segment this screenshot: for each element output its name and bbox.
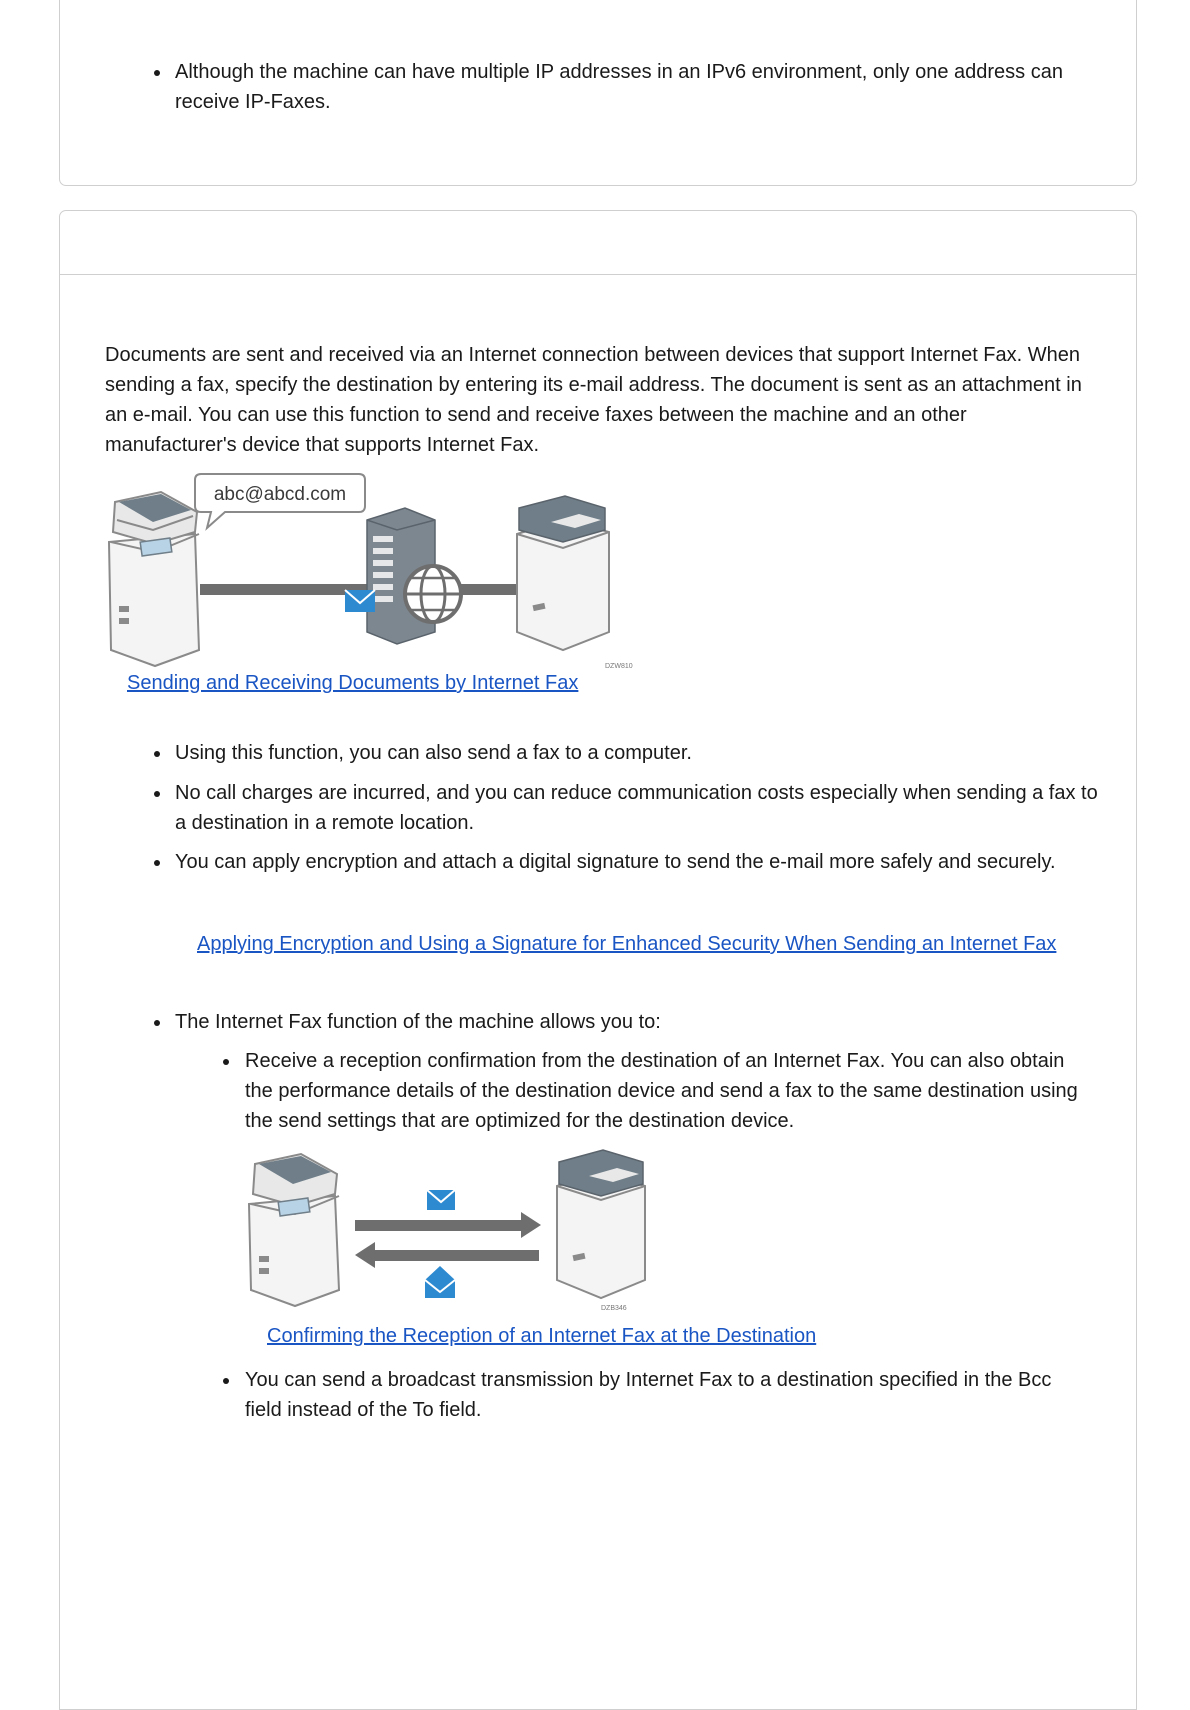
- globe-icon: [405, 566, 461, 622]
- open-envelope-icon: [425, 1266, 455, 1298]
- envelope-icon: [345, 590, 375, 612]
- section-header: [60, 211, 1136, 275]
- sending-receiving-link[interactable]: Sending and Receiving Documents by Internet Fax: [127, 672, 579, 694]
- bullet-text: Although the machine can have multiple IP addresses in an IPv6 environment, only one address can receive IP-Faxes.: [175, 61, 1063, 113]
- return-arrow: [355, 1242, 539, 1268]
- bullet-text: You can apply encryption and attach a digital signature to send the e-mail more safely and securely.: [175, 851, 1056, 873]
- bullet-icon: [154, 70, 160, 76]
- bullet-text: Receive a reception confirmation from the destination of an Internet Fax. You can also obtain the performance details of the destination device and send a fax to the same destination using the send settings that are optimized for the destination device.: [245, 1050, 1078, 1132]
- encryption-link-container: [175, 929, 1085, 959]
- list-item: [175, 1007, 1105, 1037]
- envelope-icon: [427, 1190, 455, 1210]
- list-item: [175, 738, 1105, 768]
- bullet-icon: [154, 791, 160, 797]
- bullet-text: You can send a broadcast transmission by Internet Fax to a destination specified in the Bcc field instead of the To field.: [245, 1369, 1052, 1421]
- email-address-bubble: [195, 474, 365, 528]
- confirm-reception-link[interactable]: Confirming the Reception of an Internet Fax at the Destination: [267, 1325, 817, 1347]
- encryption-signature-link[interactable]: Applying Encryption and Using a Signature for Enhanced Security When Sending an Internet Fax: [197, 933, 1057, 955]
- receiver-printer-icon: [517, 496, 609, 650]
- bullet-text: The Internet Fax function of the machine allows you to:: [175, 1011, 661, 1033]
- figure-code: DZW810: [605, 663, 633, 670]
- bullet-icon: [154, 1020, 160, 1026]
- email-address-text: abc@abcd.com: [213, 484, 347, 505]
- list-item: [175, 57, 1085, 117]
- bullet-icon: [154, 860, 160, 866]
- list-item: [245, 1365, 1085, 1425]
- internet-fax-diagram: [105, 472, 665, 670]
- bullet-icon: [154, 751, 160, 757]
- figure-code: DZB346: [601, 1305, 627, 1312]
- list-item: [175, 847, 1105, 877]
- list-item: [245, 1046, 1085, 1136]
- intro-paragraph: Documents are sent and received via an Internet connection between devices that support Internet Fax. When sending a fax, specify the destination by entering its e-mail address. The document is sent as an attachment in an e-mail. You can use this function to send and receive faxes between the machine and an other manufacturer's device that supports Internet Fax.: [105, 344, 1082, 456]
- list-item: [175, 778, 1105, 838]
- reception-confirmation-diagram: [245, 1138, 665, 1312]
- send-arrow: [355, 1212, 541, 1238]
- bullet-text: No call charges are incurred, and you can reduce communication costs especially when sending a fax to a destination in a remote location.: [175, 782, 1098, 834]
- bullet-text: Using this function, you can also send a fax to a computer.: [175, 742, 692, 764]
- sender-printer-icon: [109, 492, 199, 666]
- bullet-icon: [223, 1059, 229, 1065]
- receiver-printer-icon: [557, 1150, 645, 1298]
- bullet-icon: [223, 1378, 229, 1384]
- sender-printer-icon: [249, 1154, 339, 1306]
